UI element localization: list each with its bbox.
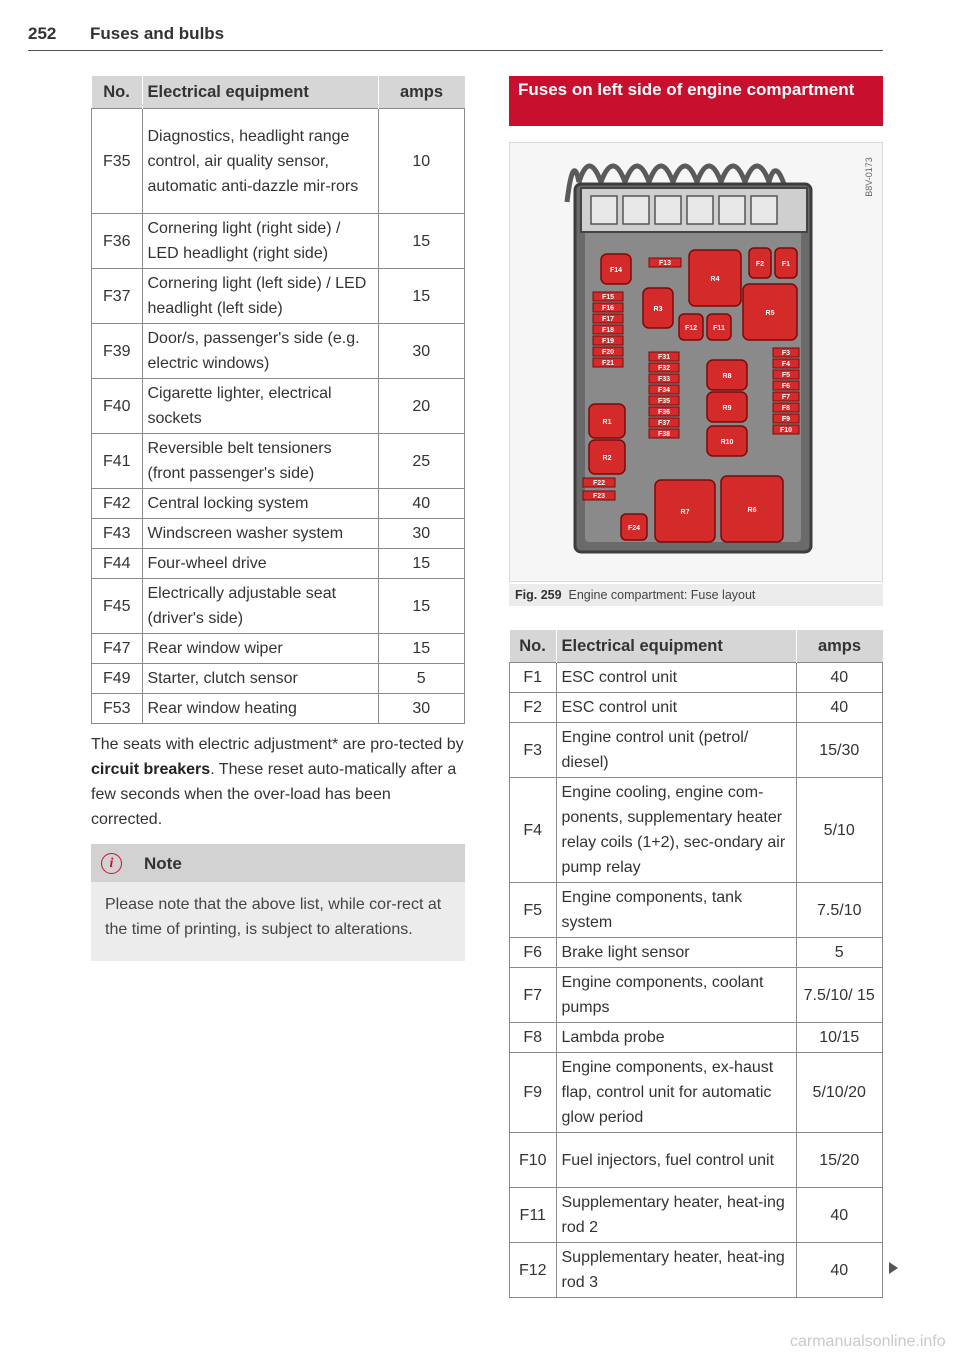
- fuse-label: F34: [657, 387, 671, 394]
- fuse-label: F7: [781, 394, 791, 401]
- fuse-number: F2: [510, 693, 557, 723]
- amps-cell: 15/30: [796, 723, 883, 778]
- table-header: [510, 630, 883, 663]
- table-header: [92, 76, 465, 109]
- table-row: [510, 1023, 883, 1053]
- fuse-label: F16: [601, 305, 615, 312]
- amps-cell: 30: [378, 519, 465, 549]
- table-row: [510, 723, 883, 778]
- fuse-label: F23: [592, 493, 606, 500]
- amps-cell: 40: [796, 693, 883, 723]
- note-box: [91, 844, 465, 961]
- paragraph-text: The seats with electric adjustment* are pro-tected by: [91, 736, 464, 753]
- fuse-number: F37: [92, 269, 143, 324]
- figure-caption-text: Engine compartment: Fuse layout: [568, 588, 756, 602]
- table-row: [510, 663, 883, 693]
- table-row: [510, 1188, 883, 1243]
- fuse-number: F35: [92, 109, 143, 214]
- paragraph-bold-term: circuit breakers: [91, 761, 211, 778]
- equipment-cell: Door/s, passenger's side (e.g. electric windows): [142, 324, 378, 379]
- relay-label: R5: [765, 310, 775, 317]
- figure-code-text: B8V-0173: [864, 157, 874, 197]
- column-header-no: No.: [92, 76, 143, 109]
- table-row: [92, 664, 465, 694]
- note-title: Note: [144, 854, 182, 873]
- equipment-cell: Fuel injectors, fuel control unit: [556, 1133, 796, 1188]
- fuse-label: F22: [592, 480, 606, 487]
- equipment-cell: Brake light sensor: [556, 938, 796, 968]
- table-row: [510, 1133, 883, 1188]
- equipment-cell: Central locking system: [142, 489, 378, 519]
- fuse-label: F33: [657, 376, 671, 383]
- watermark: carmanualsonline.info: [790, 1333, 946, 1350]
- fuse-box-illustration: [509, 142, 883, 582]
- equipment-cell: Engine components, ex-haust flap, control unit for automatic glow period: [556, 1053, 796, 1133]
- equipment-cell: Cornering light (left side) / LED headlight (left side): [142, 269, 378, 324]
- fuse-number: F7: [510, 968, 557, 1023]
- fuse-number: F39: [92, 324, 143, 379]
- fuse-label: F20: [601, 349, 615, 356]
- fuse-label: F8: [781, 405, 791, 412]
- amps-cell: 5: [796, 938, 883, 968]
- table-body: [510, 663, 883, 1298]
- section-banner: [509, 76, 883, 126]
- table-row: [510, 1243, 883, 1298]
- page-number: 252: [28, 24, 57, 43]
- equipment-cell: Diagnostics, headlight range control, air quality sensor, automatic anti-dazzle mir-rors: [142, 109, 378, 214]
- column-header-equipment: Electrical equipment: [142, 76, 378, 109]
- fuse-number: F11: [510, 1188, 557, 1243]
- fuse-label: F14: [609, 267, 623, 274]
- table-row: [510, 968, 883, 1023]
- equipment-cell: Engine components, coolant pumps: [556, 968, 796, 1023]
- relay-label: R3: [653, 306, 663, 313]
- equipment-cell: Electrically adjustable seat (driver's side): [142, 579, 378, 634]
- fuse-number: F8: [510, 1023, 557, 1053]
- fuse-number: F12: [510, 1243, 557, 1298]
- amps-cell: 30: [378, 324, 465, 379]
- fuse-label: F9: [781, 416, 791, 423]
- fuse-table-left: [91, 76, 465, 724]
- table-row: [92, 694, 465, 724]
- amps-cell: 25: [378, 434, 465, 489]
- fuse-label: F6: [781, 383, 791, 390]
- fuse-label: F15: [601, 294, 615, 301]
- fuse-label: F24: [627, 525, 641, 532]
- fuse-number: F44: [92, 549, 143, 579]
- amps-cell: 7.5/10: [796, 883, 883, 938]
- fuse-number: F43: [92, 519, 143, 549]
- fuse-label: F21: [601, 360, 615, 367]
- fuse-number: F40: [92, 379, 143, 434]
- table-row: [510, 938, 883, 968]
- amps-cell: 15: [378, 549, 465, 579]
- equipment-cell: Four-wheel drive: [142, 549, 378, 579]
- amps-cell: 10: [378, 109, 465, 214]
- note-text: Please note that the above list, while cor-rect at the time of printing, is subject to alterations.: [105, 896, 442, 938]
- table-row: [92, 489, 465, 519]
- figure-number: Fig. 259: [515, 588, 562, 602]
- fuse-label: F1: [781, 261, 791, 268]
- fuse-number: F45: [92, 579, 143, 634]
- fuse-number: F10: [510, 1133, 557, 1188]
- amps-cell: 15: [378, 634, 465, 664]
- fuse-layout-figure: [509, 142, 883, 582]
- note-header: [91, 844, 465, 882]
- fuse-label: F3: [781, 350, 791, 357]
- equipment-cell: Reversible belt tensioners (front passenger's side): [142, 434, 378, 489]
- table-row: [92, 269, 465, 324]
- equipment-cell: Engine components, tank system: [556, 883, 796, 938]
- info-icon: i: [101, 853, 122, 874]
- figure-code: [861, 148, 877, 212]
- fuse-label: F35: [657, 398, 671, 405]
- fuse-number: F47: [92, 634, 143, 664]
- fuse-label: F32: [657, 365, 671, 372]
- fuse-label: F13: [658, 260, 672, 267]
- relay-label: R7: [680, 509, 690, 516]
- section-title: Fuses and bulbs: [90, 24, 225, 43]
- fuse-label: F10: [779, 427, 793, 434]
- circuit-breaker-paragraph: [91, 732, 465, 832]
- table-row: [92, 324, 465, 379]
- table-row: [92, 549, 465, 579]
- relay-label: R9: [722, 405, 732, 412]
- amps-cell: 7.5/10/ 15: [796, 968, 883, 1023]
- relay-label: R1: [602, 419, 612, 426]
- fuse-label: F31: [657, 354, 671, 361]
- fuse-label: F2: [755, 261, 765, 268]
- equipment-cell: Cornering light (right side) / LED headlight (right side): [142, 214, 378, 269]
- table-row: [510, 693, 883, 723]
- equipment-cell: ESC control unit: [556, 693, 796, 723]
- column-header-no: No.: [510, 630, 557, 663]
- equipment-cell: Supplementary heater, heat-ing rod 2: [556, 1188, 796, 1243]
- fuse-label: F17: [601, 316, 615, 323]
- fuse-label: F11: [713, 325, 725, 332]
- amps-cell: 40: [796, 663, 883, 693]
- fuse-number: F41: [92, 434, 143, 489]
- fuse-number: F6: [510, 938, 557, 968]
- equipment-cell: Cigarette lighter, electrical sockets: [142, 379, 378, 434]
- amps-cell: 15: [378, 579, 465, 634]
- column-header-amps: amps: [796, 630, 883, 663]
- fuse-table-right: [509, 630, 883, 1298]
- table-row: [92, 519, 465, 549]
- amps-cell: 40: [378, 489, 465, 519]
- table-row: [92, 579, 465, 634]
- fuse-label: F12: [684, 325, 698, 332]
- fuse-number: F4: [510, 778, 557, 883]
- relay-label: R2: [602, 455, 612, 462]
- equipment-cell: Rear window wiper: [142, 634, 378, 664]
- figure-caption: [509, 584, 883, 606]
- table-row: [92, 109, 465, 214]
- table-row: [92, 634, 465, 664]
- triangle-right-icon: [889, 1262, 898, 1274]
- table-body: [92, 109, 465, 724]
- amps-cell: 15: [378, 214, 465, 269]
- table-row: [92, 214, 465, 269]
- equipment-cell: Engine cooling, engine com-ponents, supplementary heater relay coils (1+2), sec-ondary air pump relay: [556, 778, 796, 883]
- fuse-label: F38: [657, 431, 671, 438]
- amps-cell: 40: [796, 1243, 883, 1298]
- amps-cell: 5/10: [796, 778, 883, 883]
- fuse-number: F9: [510, 1053, 557, 1133]
- fuse-number: F1: [510, 663, 557, 693]
- relay-label: R6: [747, 507, 757, 514]
- amps-cell: 20: [378, 379, 465, 434]
- fuse-number: F53: [92, 694, 143, 724]
- paragraph-text: . These reset auto-matically after a few seconds when the over-load has been corrected.: [91, 761, 457, 828]
- fuse-label: F36: [657, 409, 671, 416]
- fuse-number: F3: [510, 723, 557, 778]
- table-row: [510, 1053, 883, 1133]
- equipment-cell: ESC control unit: [556, 663, 796, 693]
- fuse-label: F19: [601, 338, 615, 345]
- amps-cell: 5/10/20: [796, 1053, 883, 1133]
- relay-label: R8: [722, 373, 732, 380]
- fuse-label: F37: [657, 420, 671, 427]
- amps-cell: 15/20: [796, 1133, 883, 1188]
- relay-label: R4: [710, 276, 720, 283]
- column-header-equipment: Electrical equipment: [556, 630, 796, 663]
- fuse-label: F5: [781, 372, 791, 379]
- fuse-number: F5: [510, 883, 557, 938]
- column-header-amps: amps: [378, 76, 465, 109]
- equipment-cell: Supplementary heater, heat-ing rod 3: [556, 1243, 796, 1298]
- equipment-cell: Starter, clutch sensor: [142, 664, 378, 694]
- amps-cell: 40: [796, 1188, 883, 1243]
- amps-cell: 30: [378, 694, 465, 724]
- fuse-label: F18: [601, 327, 615, 334]
- amps-cell: 10/15: [796, 1023, 883, 1053]
- banner-title: Fuses on left side of engine compartment: [518, 80, 855, 99]
- page-header: [28, 22, 883, 51]
- amps-cell: 5: [378, 664, 465, 694]
- fuse-number: F36: [92, 214, 143, 269]
- equipment-cell: Windscreen washer system: [142, 519, 378, 549]
- equipment-cell: Rear window heating: [142, 694, 378, 724]
- fuse-number: F42: [92, 489, 143, 519]
- relay-label: R10: [720, 439, 734, 446]
- table-row: [92, 434, 465, 489]
- equipment-cell: Engine control unit (petrol/ diesel): [556, 723, 796, 778]
- amps-cell: 15: [378, 269, 465, 324]
- table-row: [92, 379, 465, 434]
- fuse-number: F49: [92, 664, 143, 694]
- table-row: [510, 883, 883, 938]
- table-row: [510, 778, 883, 883]
- equipment-cell: Lambda probe: [556, 1023, 796, 1053]
- fuse-label: F4: [781, 361, 791, 368]
